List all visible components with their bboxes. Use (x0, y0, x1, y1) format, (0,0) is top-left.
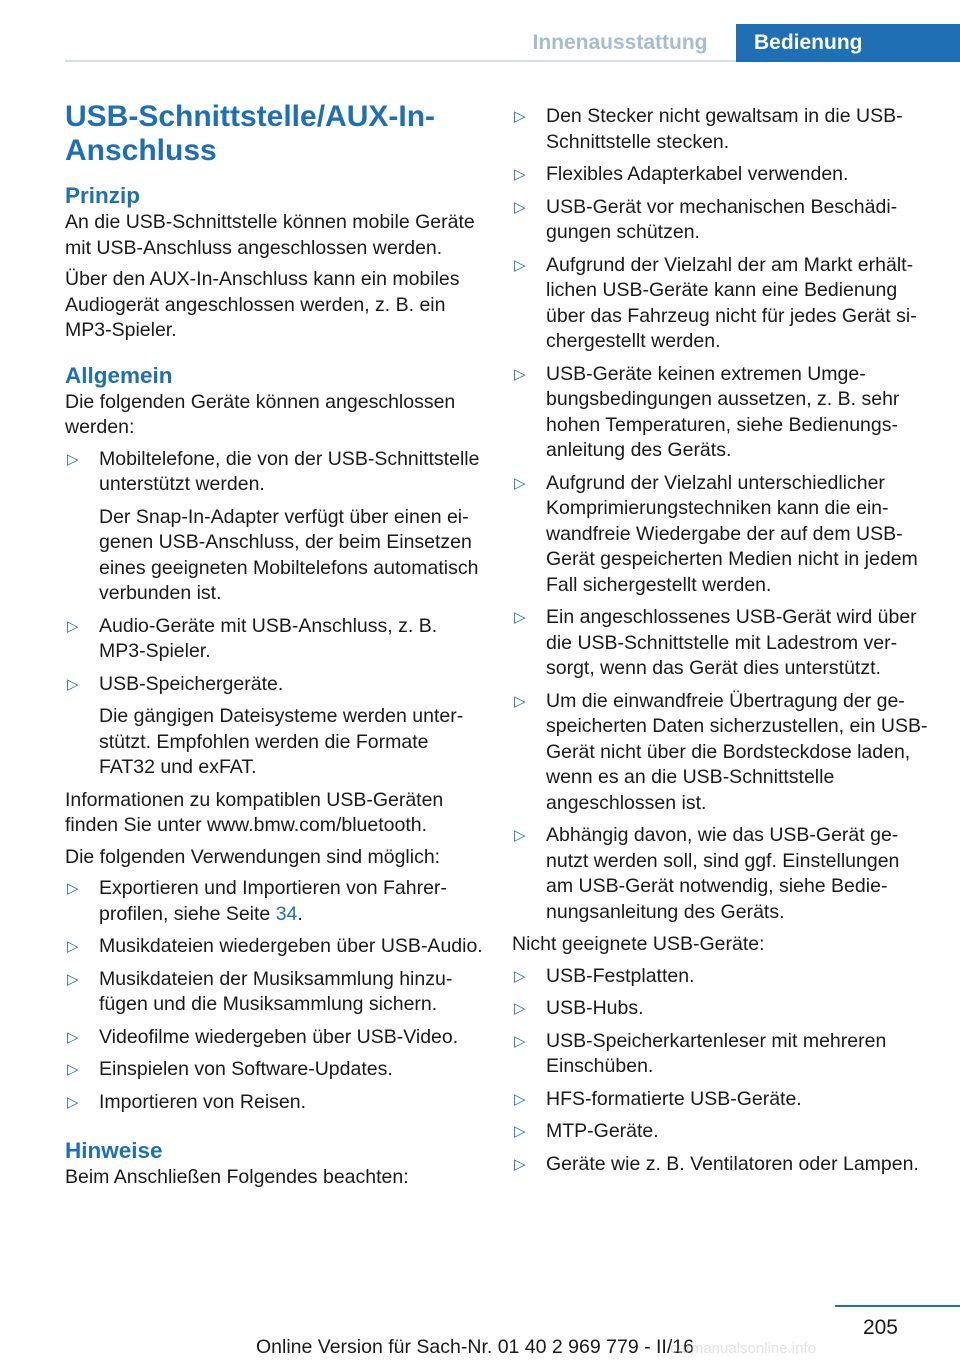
compat-info: Informationen zu kompatiblen USB-Geräten finden Sie unter www.bmw.com/bluetooth. (65, 788, 444, 836)
list-item: ▷ Musikdateien wiedergeben über USB-Audio. (65, 934, 483, 960)
list-item-note: Der Snap-In-Adapter verfügt über einen eigenen USB-Anschluss, der beim Einsetzen eines geeigneten Mobiltelefons automatisch verbunden ist. (99, 505, 479, 604)
list-item (65, 614, 483, 665)
list-item: ▷ USB-Festplatten. (512, 964, 930, 990)
unsuitable-intro: Nicht geeignete USB-Geräte: (512, 933, 765, 955)
uses-list (65, 876, 483, 1115)
list-item: ▷ HFS-formatierte USB-Geräte. (512, 1087, 930, 1113)
device-list (65, 447, 483, 781)
prinzip-paragraph-2: Über den AUX-In-Anschluss kann ein mobiles Audiogerät angeschlossen werden, z. B. ein MP3-Spieler. (65, 268, 460, 341)
list-item: ▷ Aufgrund der Vielzahl unterschiedlicher Komprimierungstechniken kann die einwandfreie Wiedergabe der auf dem USB-Gerät gespeicherten Medien nicht in jedem Fall sichergestellt werden. (512, 471, 930, 599)
page-reference-link[interactable]: 34 (275, 902, 298, 925)
list-item: ▷ Geräte wie z. B. Ventilatoren oder Lampen. (512, 1152, 930, 1178)
list-item-text: USB-Speichergeräte. (99, 672, 284, 695)
uses-intro: Die folgenden Verwendungen sind möglich: (65, 845, 441, 868)
list-item-text: Audio-Geräte mit USB-Anschluss, z. B. MP3-Spieler. (99, 614, 438, 662)
header-section-tab[interactable]: Innenausstattung (532, 31, 708, 54)
right-column (512, 104, 930, 1184)
page-title: USB-Schnittstelle/AUX-In-Anschluss (65, 100, 436, 167)
list-item: ▷ USB-Geräte keinen extremen Umgebungsbedingungen aussetzen, z. B. sehr hohen Temperaturen, siehe Bedienungsanleitung des Geräts. (512, 362, 930, 464)
list-item: ▷ Um die einwandfreie Übertragung der gespeicherten Daten sicherzustellen, ein USB-Gerät nicht über die Bordsteckdose laden, wenn es an die USB-Schnittstelle angeschlossen ist. (512, 689, 930, 817)
watermark: carmanualsonline.info (670, 1340, 816, 1357)
list-item: ▷ Den Stecker nicht gewaltsam in die USB-Schnittstelle stecken. (512, 104, 930, 155)
list-item: ▷ Ein angeschlossenes USB-Gerät wird über die USB-Schnittstelle mit Ladestrom versorgt, wenn das Gerät dies unterstützt. (512, 605, 930, 682)
allgemein-intro: Die folgenden Geräte können angeschlossen werden: (65, 390, 456, 438)
heading-hinweise: Hinweise (65, 1138, 163, 1163)
footer-version: Online Version für Sach-Nr. 01 40 2 969 779 - II/16 (256, 1336, 694, 1358)
heading-prinzip: Prinzip (65, 183, 141, 208)
list-item: ▷ Exportieren und Importieren von Fahrerprofilen, siehe Seite 34. (65, 876, 483, 927)
list-item: ▷ Importieren von Reisen. (65, 1090, 483, 1116)
footer-rule (835, 1305, 960, 1307)
list-item-text: Mobiltelefone, die von der USB-Schnittstelle unterstützt werden. (99, 447, 480, 495)
notes-list (512, 104, 930, 925)
list-item (65, 672, 483, 781)
list-item: ▷ USB-Hubs. (512, 996, 930, 1022)
list-item: ▷ MTP-Geräte. (512, 1119, 930, 1145)
page-number: 205 (862, 1316, 898, 1339)
list-item: ▷ Aufgrund der Vielzahl der am Markt erhältlichen USB-Geräte kann eine Bedienung über das Fahrzeug nicht für jedes Gerät sichergestellt werden. (512, 253, 930, 355)
list-item: ▷ Musikdateien der Musiksammlung hinzufügen und die Musiksammlung sichern. (65, 967, 483, 1018)
hinweise-intro: Beim Anschließen Folgendes beachten: (65, 1166, 409, 1188)
header-chapter-tab[interactable]: Bedienung (736, 24, 960, 62)
unsuitable-list (512, 964, 930, 1178)
list-item (65, 447, 483, 607)
list-item: ▷ Flexibles Adapterkabel verwenden. (512, 162, 930, 188)
left-column (65, 100, 483, 1197)
list-item-note: Die gängigen Dateisysteme werden unterstützt. Empfohlen werden die Formate FAT32 und exFAT. (99, 705, 464, 778)
prinzip-paragraph-1: An die USB-Schnittstelle können mobile Geräte mit USB-Anschluss angeschlossen werden. (65, 211, 475, 259)
list-item: ▷ Videofilme wiedergeben über USB-Video. (65, 1025, 483, 1051)
list-item: ▷ Einspielen von Software-Updates. (65, 1057, 483, 1083)
list-item: ▷ USB-Speicherkartenleser mit mehreren Einschüben. (512, 1029, 930, 1080)
heading-allgemein: Allgemein (65, 362, 173, 388)
list-item: ▷ Abhängig davon, wie das USB-Gerät genutzt werden soll, sind ggf. Einstellungen am USB-Gerät notwendig, siehe Bedienungsanleitung des Geräts. (512, 823, 930, 925)
list-item: ▷ USB-Gerät vor mechanischen Beschädigungen schützen. (512, 195, 930, 246)
